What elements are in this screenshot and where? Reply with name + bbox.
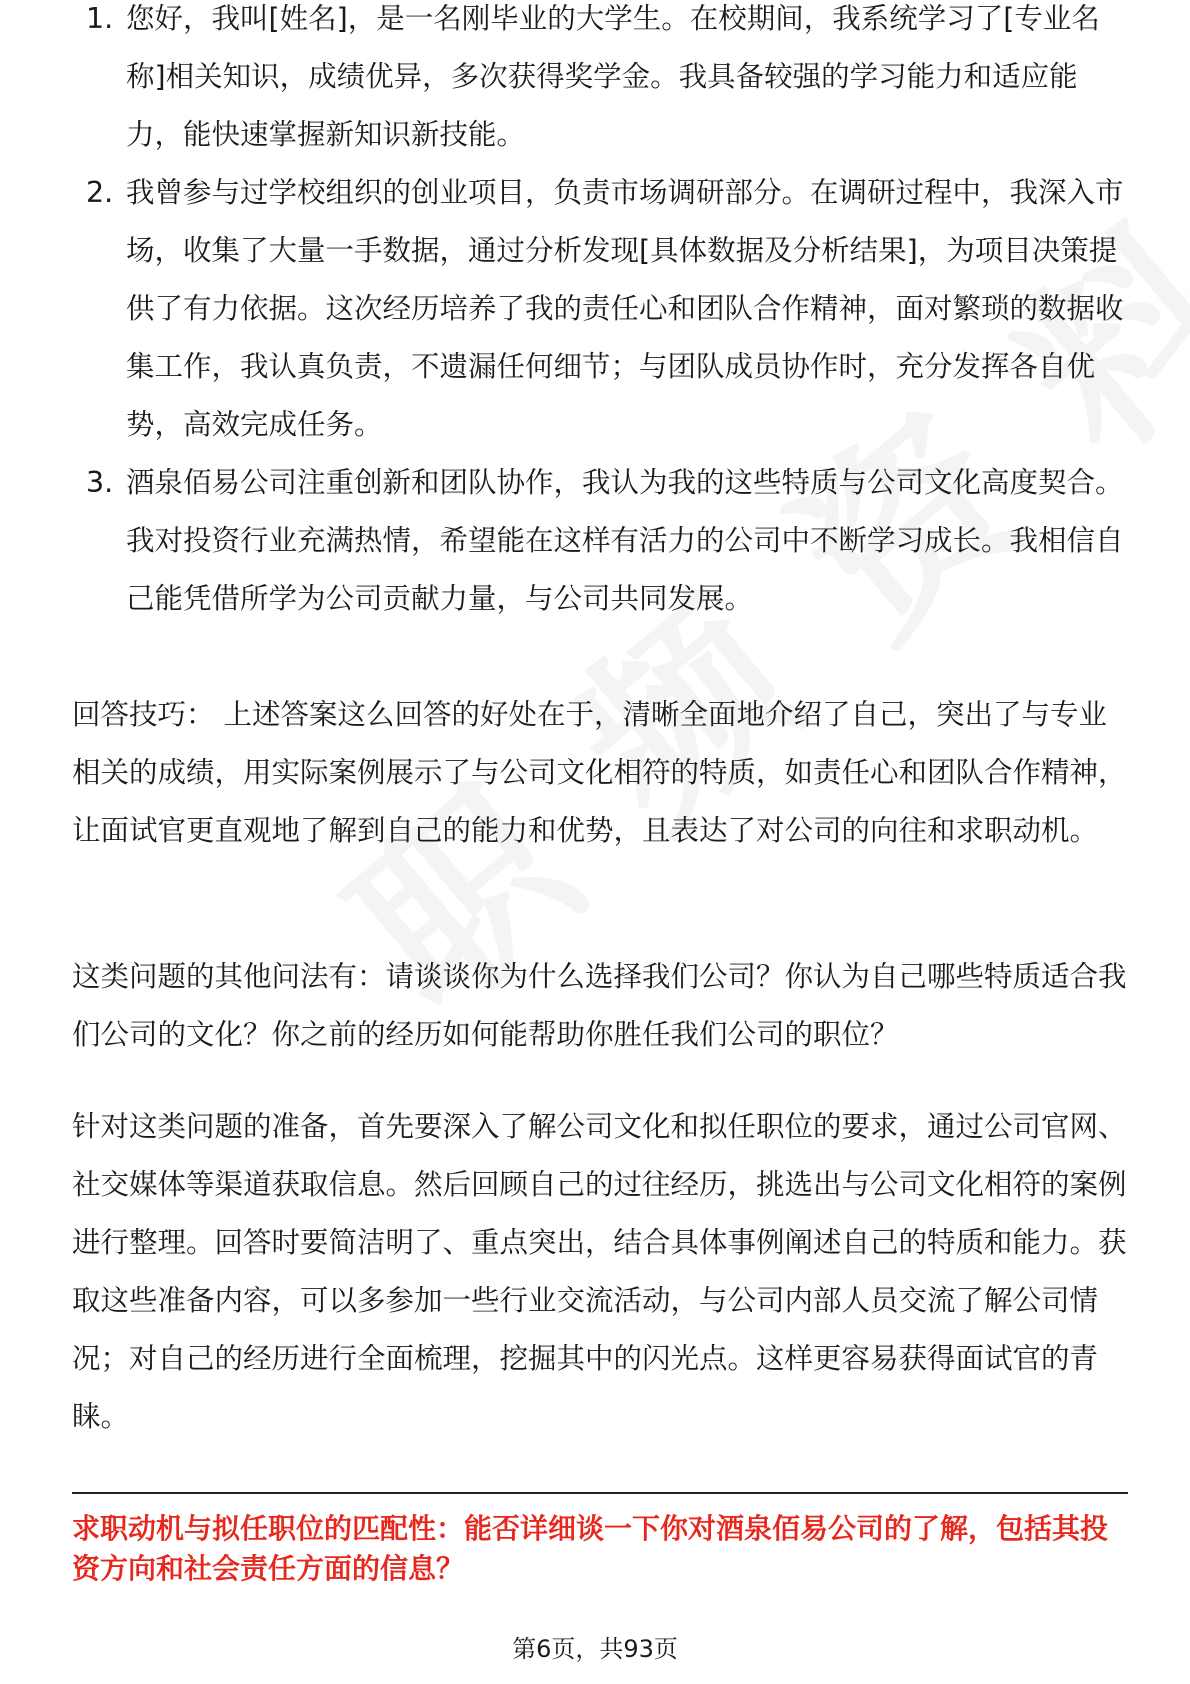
preparation-paragraph: 针对这类问题的准备，首先要深入了解公司文化和拟任职位的要求，通过公司官网、社交媒体等渠道获取信息。然后回顾自己的过往经历，挑选出与公司文化相符的案例进行整理。回答时要简洁明了、重点突出，结合具体事例阐述自己的特质和能力。获取这些准备内容，可以多参加一些行业交流活动，与公司内部人员交流了解公司情况；对自己的经历进行全面梳理，挖掘其中的闪光点。这样更容易获得面试官的青睐。 [72,1110,1127,1433]
answer-list [72,2,1128,628]
list-item [72,454,1128,628]
section-divider [72,1492,1128,1494]
page-footer: 第6页，共93页 [512,1635,678,1663]
list-item-text: 我曾参与过学校组织的创业项目，负责市场调研部分。在调研过程中，我深入市场，收集了大量一手数据，通过分析发现[具体数据及分析结果]，为项目决策提供了有力依据。这次经历培养了我的责任心和团队合作精神，面对繁琐的数据收集工作，我认真负责，不遗漏任何细节；与团队成员协作时，充分发挥各自优势，高效完成任务。 [126,176,1124,441]
list-item-text: 您好，我叫[姓名]，是一名刚毕业的大学生。在校期间，我系统学习了[专业名称]相关知识，成绩优异，多次获得奖学金。我具备较强的学习能力和适应能力，能快速掌握新知识新技能。 [126,2,1100,151]
other-questions-paragraph: 这类问题的其他问法有：请谈谈你为什么选择我们公司？你认为自己哪些特质适合我们公司的文化？你之前的经历如何能帮助你胜任我们公司的职位？ [72,960,1127,1051]
list-item [72,164,1128,454]
list-item-number: 3. [86,466,114,499]
list-item-text: 酒泉佰易公司注重创新和团队协作，我认为我的这些特质与公司文化高度契合。我对投资行业充满热情，希望能在这样有活力的公司中不断学习成长。我相信自己能凭借所学为公司贡献力量，与公司共同发展。 [126,466,1124,615]
list-item-number: 2. [86,176,114,209]
tips-paragraph: 回答技巧： 上述答案这么回答的好处在于，清晰全面地介绍了自己，突出了与专业相关的成绩，用实际案例展示了与公司文化相符的特质，如责任心和团队合作精神，让面试官更直观地了解到自己的能力和优势，且表达了对公司的向往和求职动机。 [72,698,1127,847]
next-question-heading: 求职动机与拟任职位的匹配性：能否详细谈一下你对酒泉佰易公司的了解，包括其投资方向和社会责任方面的信息？ [72,1512,1109,1585]
list-item-number: 1. [86,2,114,35]
list-item [72,0,1128,164]
